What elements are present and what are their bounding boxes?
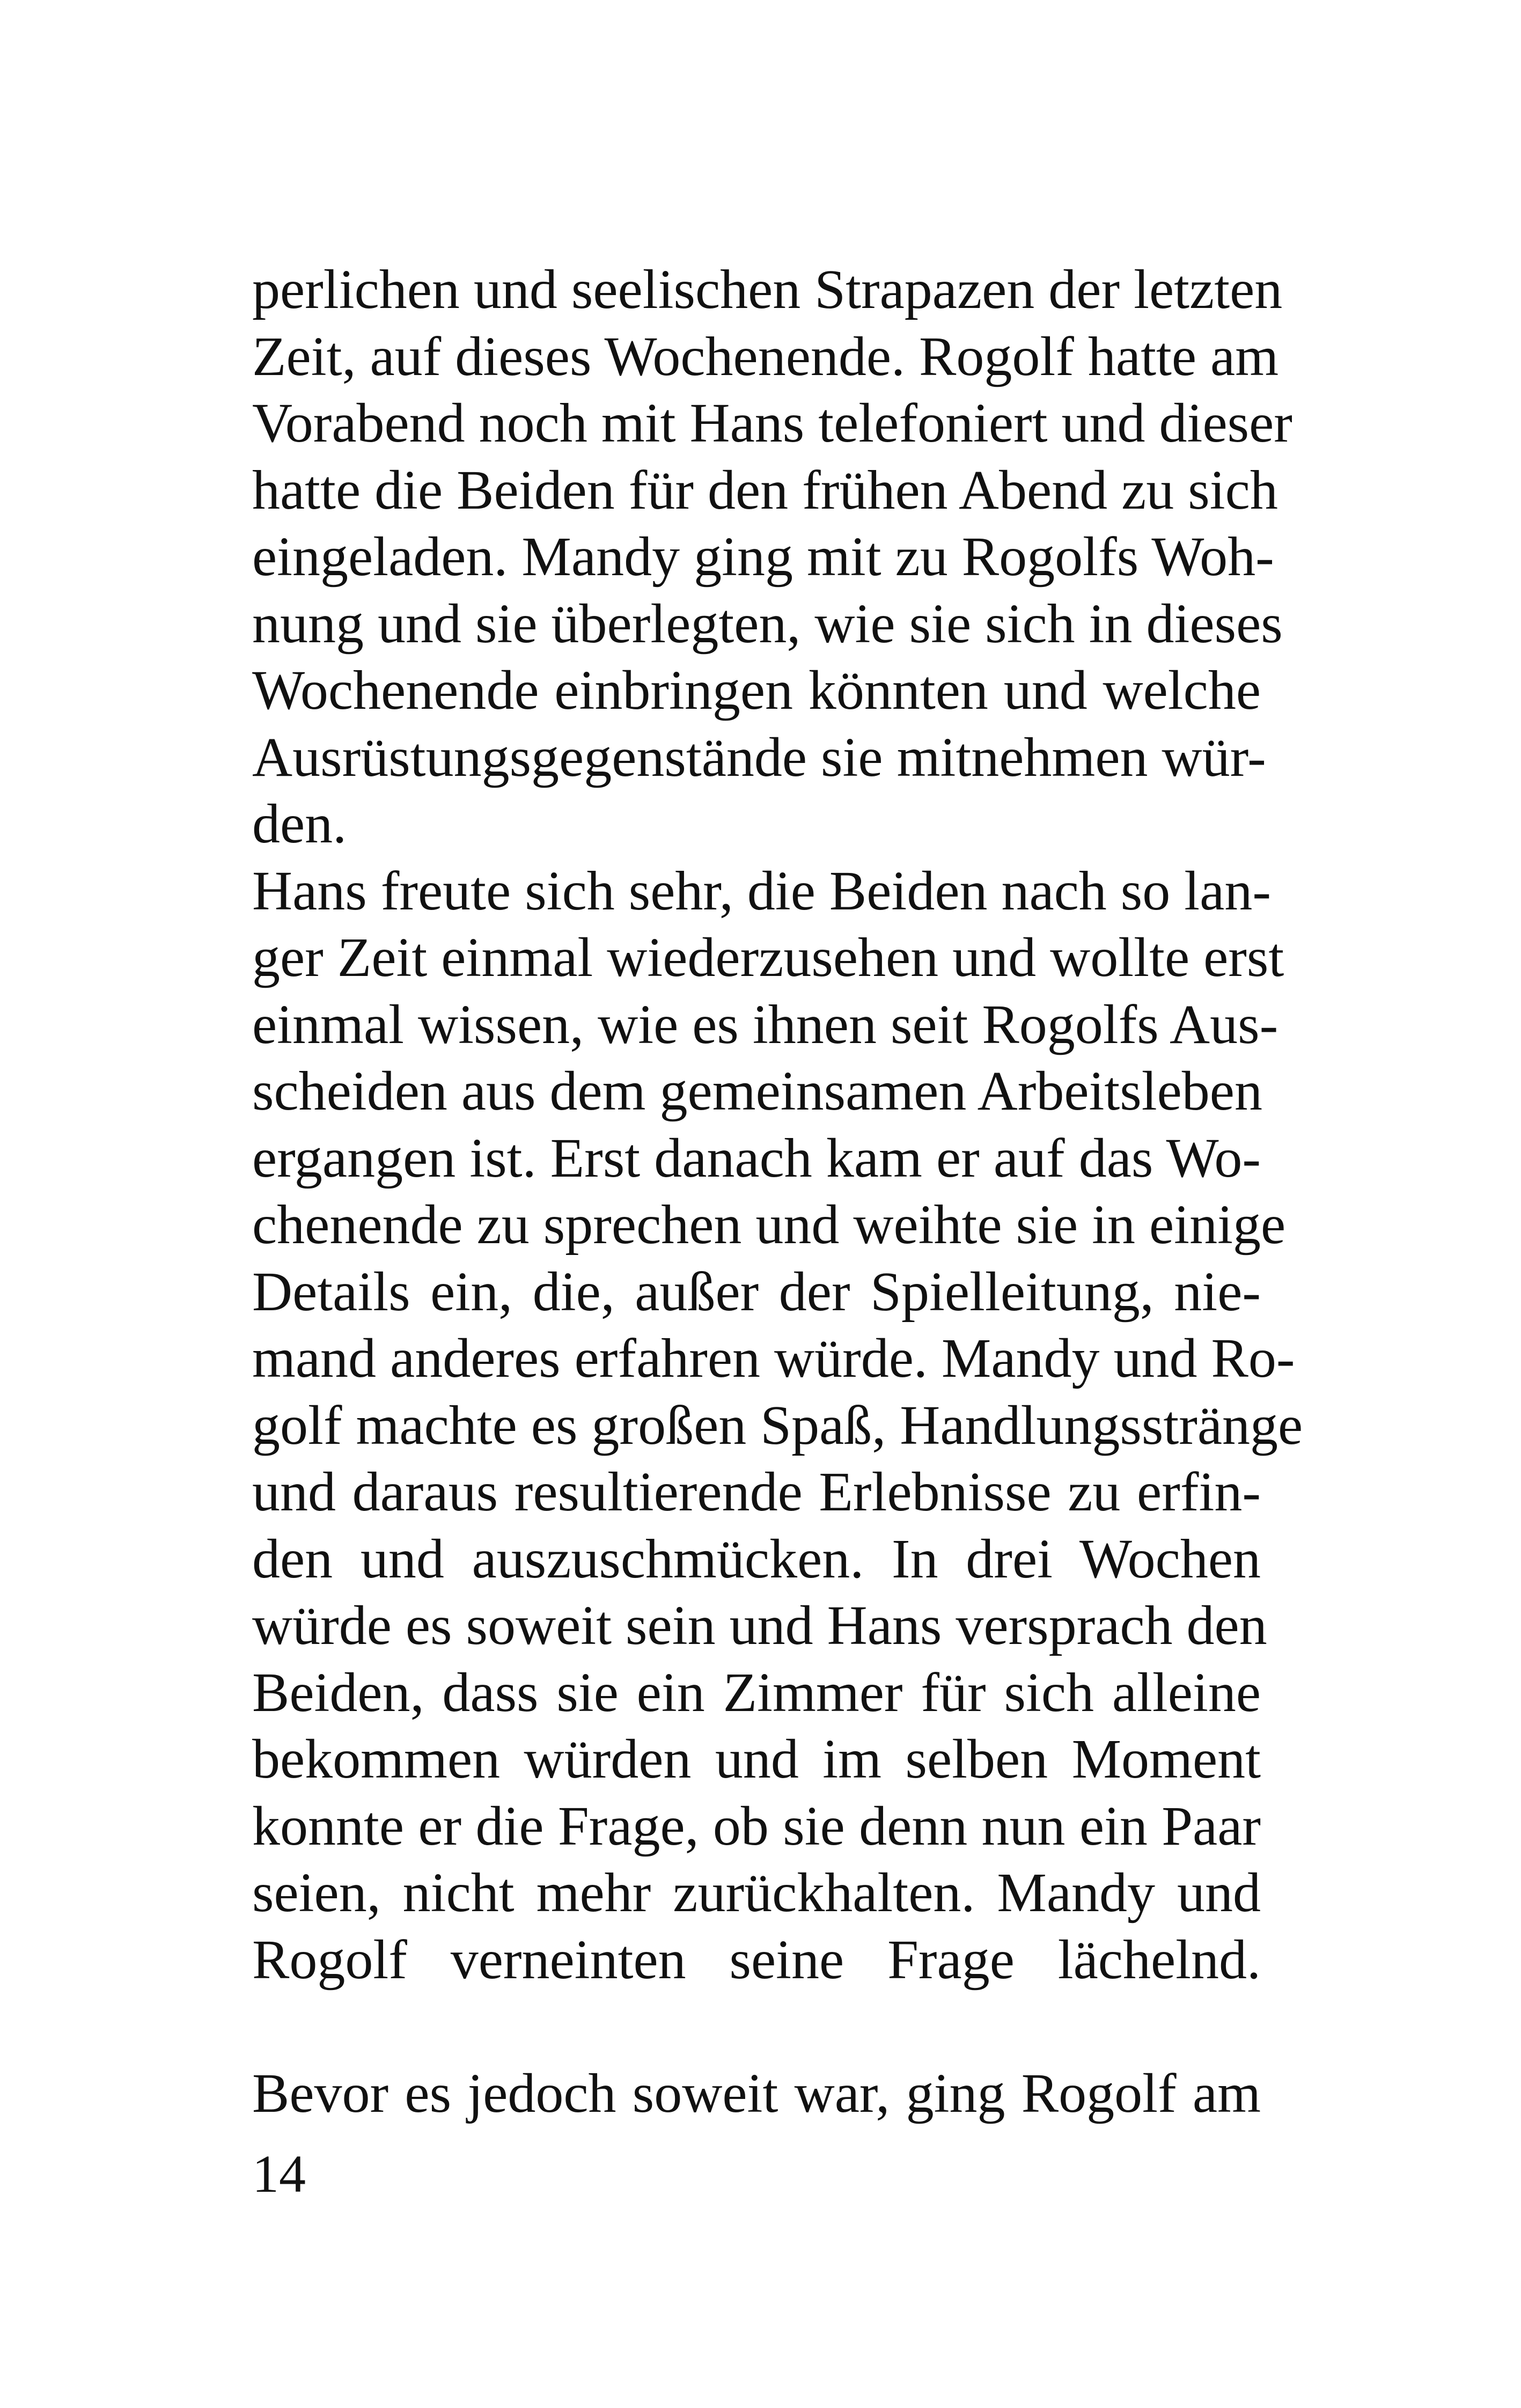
body-text (252, 256, 1303, 2127)
paragraph-gap (252, 1993, 1261, 2060)
text-line: Zeit, auf dieses Wochenende. Rogolf hatte am (252, 325, 1279, 387)
text-line: mand anderes erfahren würde. Mandy und Ro- (252, 1327, 1295, 1389)
text-line: chenende zu sprechen und weihte sie in einige (252, 1194, 1286, 1256)
page-number: 14 (252, 2144, 306, 2204)
text-line: würde es soweit sein und Hans versprach den (252, 1595, 1267, 1656)
text-line: Details ein, die, außer der Spielleitung, nie- (252, 1260, 1261, 1323)
text-line: den und auszuschmücken. In drei Wochen (252, 1528, 1261, 1590)
text-line: golf machte es großen Spaß, Handlungsstränge (252, 1394, 1303, 1456)
text-line: perlichen und seelischen Strapazen der letzten (252, 259, 1283, 320)
text-line: bekommen würden und im selben Moment (252, 1728, 1261, 1790)
text-line: scheiden aus dem gemeinsamen Arbeitsleben (252, 1060, 1262, 1122)
text-line: ger Zeit einmal wiederzusehen und wollte erst (252, 927, 1284, 988)
text-line: Wochenende einbringen könnten und welche (252, 659, 1261, 721)
text-line: ergangen ist. Erst danach kam er auf das Wo- (252, 1127, 1261, 1189)
text-line: nung und sie überlegten, wie sie sich in dieses (252, 592, 1283, 655)
text-line: Ausrüstungsgegenstände sie mitnehmen wür- (252, 726, 1266, 788)
text-line: seien, nicht mehr zurückhalten. Mandy und (252, 1862, 1261, 1924)
text-line: den. (252, 793, 347, 855)
text-line: Vorabend noch mit Hans telefoniert und dieser (252, 392, 1292, 454)
text-line: Bevor es jedoch soweit war, ging Rogolf am (252, 2062, 1261, 2124)
text-line: eingeladen. Mandy ging mit zu Rogolfs Woh- (252, 526, 1274, 588)
text-line: und daraus resultierende Erlebnisse zu erfin- (252, 1461, 1261, 1523)
text-line: hatte die Beiden für den frühen Abend zu sich (252, 459, 1278, 521)
text-line: konnte er die Frage, ob sie denn nun ein Paar (252, 1795, 1261, 1857)
text-line: einmal wissen, wie es ihnen seit Rogolfs Aus- (252, 993, 1278, 1055)
text-line: Rogolf verneinten seine Frage lächelnd. (252, 1928, 1261, 1991)
text-line: Beiden, dass sie ein Zimmer für sich alleine (252, 1661, 1261, 1723)
text-line: Hans freute sich sehr, die Beiden nach so lan- (252, 860, 1271, 922)
